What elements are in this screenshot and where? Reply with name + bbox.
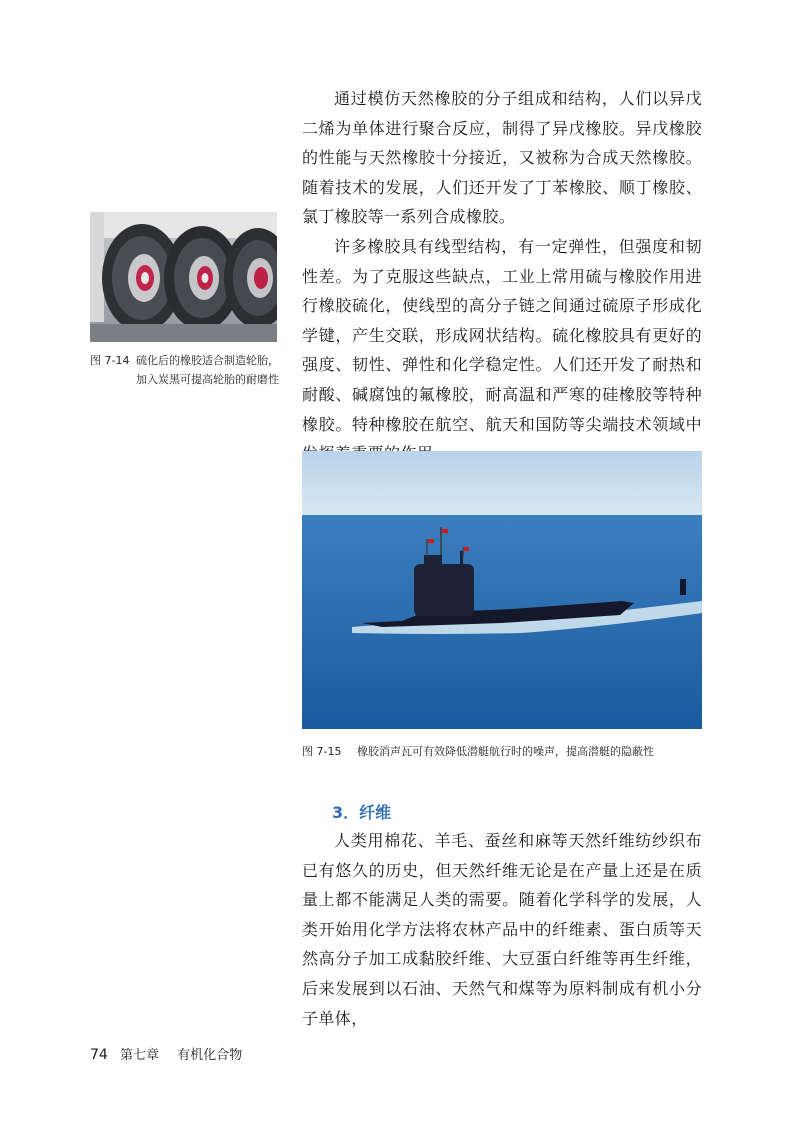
figure-15-text: 橡胶消声瓦可有效降低潜艇航行时的噪声，提高潜艇的隐蔽性 xyxy=(356,745,654,758)
figure-submarine-photo xyxy=(302,451,702,729)
tires-illustration xyxy=(90,212,277,342)
figure-14-number: 图 7-14 xyxy=(90,354,130,367)
paragraph-vulcanization: 许多橡胶具有线型结构，有一定弹性，但强度和韧性差。为了克服这些缺点，工业上常用硫与橡胶作用进行橡胶硫化，使线型的高分子链之间通过硫原子形成化学键，产生交联，形成网状结构。硫化橡胶具有更好的强度、韧性、弹性和化学稳定性。人们还开发了耐热和耐酸、碱腐蚀的氟橡胶，耐高温和严寒的硅橡胶等特种橡胶。特种橡胶在航空、航天和国防等尖端技术领域中 xyxy=(302,237,702,434)
submarine-illustration xyxy=(302,451,702,729)
figure-15-number: 图 7-15 xyxy=(302,745,342,758)
section-title-fiber: 3．纤维 xyxy=(332,803,392,822)
figure-tires-photo xyxy=(90,212,277,342)
paragraph-synthetic-rubber: 通过模仿天然橡胶的分子组成和结构，人们以异戊二烯为单体进行聚合反应，制得了异戊橡胶。异戊橡胶的性能与天然橡胶十分接近，又被称为合成天然橡胶。随着技术的发展，人们还开发了丁苯橡胶、顺丁橡胶、氯丁橡胶等一系列合成橡胶。 xyxy=(302,89,702,227)
figure-15-caption xyxy=(302,742,722,761)
chapter-title: 有机化合物 xyxy=(177,1048,243,1063)
chapter-number: 第七章 xyxy=(119,1048,159,1063)
paragraph-fiber: 人类用棉花、羊毛、蚕丝和麻等天然纤维纺纱织布已有悠久的历史，但天然纤维无论是在产量上还是在质量上都不能满足人类的需要。随着化学科学的发展，人类开始用化学方法将农林产品中的纤维素、蛋白质等天然高分子加工成黏胶纤维、大豆蛋白纤维等再生纤维，后来发展到以石油、天然气和煤等为原料制成有机小分子单体， xyxy=(302,831,702,1028)
page-number: 74 xyxy=(90,1047,108,1063)
page-footer xyxy=(90,1044,242,1063)
figure-14-text: 硫化后的橡胶适合制造轮胎，加入炭黑可提高轮胎的耐磨性 xyxy=(136,354,279,386)
